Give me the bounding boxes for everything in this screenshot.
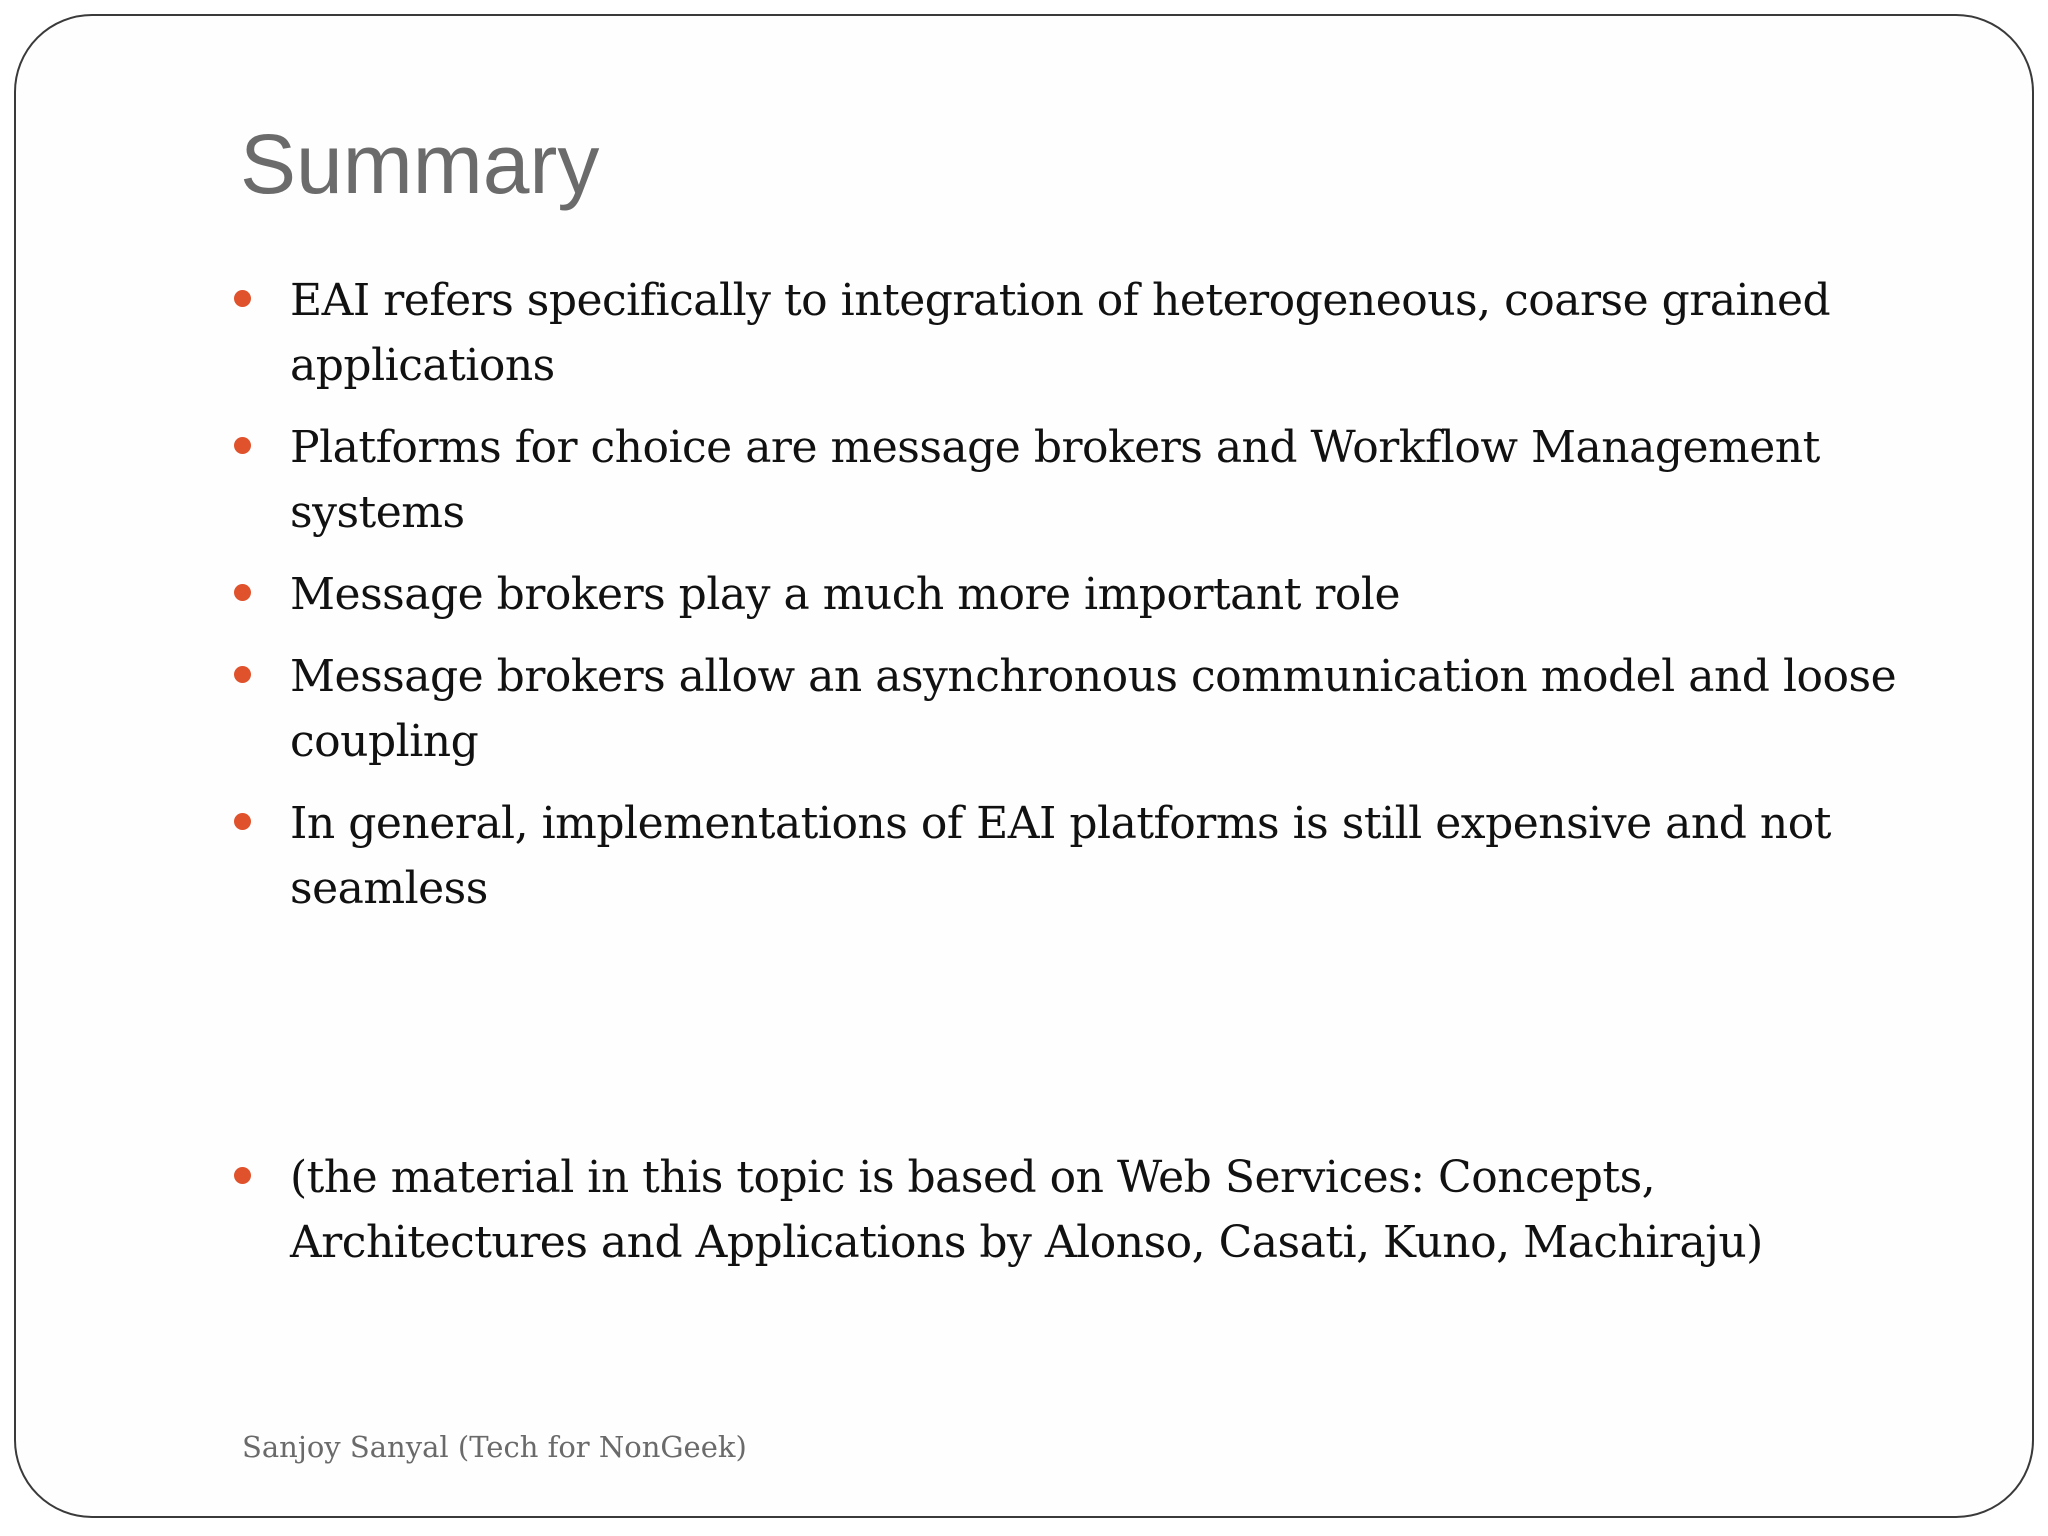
bullet-dot-icon xyxy=(234,666,251,683)
bullet-list xyxy=(230,268,1930,1292)
bullet-dot-icon xyxy=(234,1167,251,1184)
reference-note-text: (the material in this topic is based on Web Services: Concepts, Architectures and Applications by Alonso, Casati, Kuno, Machiraju) xyxy=(290,1152,1763,1268)
bullet-item xyxy=(230,562,1930,627)
bullet-dot-icon xyxy=(234,584,251,601)
slide-footer: Sanjoy Sanyal (Tech for NonGeek) xyxy=(242,1430,747,1464)
bullet-text: Platforms for choice are message brokers and Workflow Management systems xyxy=(290,422,1820,538)
bullet-dot-icon xyxy=(234,813,251,830)
bullet-item xyxy=(230,791,1930,921)
bullet-text: Message brokers allow an asynchronous communication model and loose coupling xyxy=(290,651,1897,767)
slide-title: Summary xyxy=(240,117,600,211)
reference-note-item xyxy=(230,1145,1930,1275)
slide-frame xyxy=(14,14,2034,1518)
bullet-item xyxy=(230,268,1930,398)
bullet-item xyxy=(230,415,1930,545)
bullet-item xyxy=(230,644,1930,774)
bullet-text: In general, implementations of EAI platforms is still expensive and not seamless xyxy=(290,798,1831,914)
bullet-dot-icon xyxy=(234,437,251,454)
bullet-text: Message brokers play a much more important role xyxy=(290,569,1401,620)
bullet-dot-icon xyxy=(234,290,251,307)
bullet-text: EAI refers specifically to integration of heterogeneous, coarse grained applications xyxy=(290,275,1831,391)
